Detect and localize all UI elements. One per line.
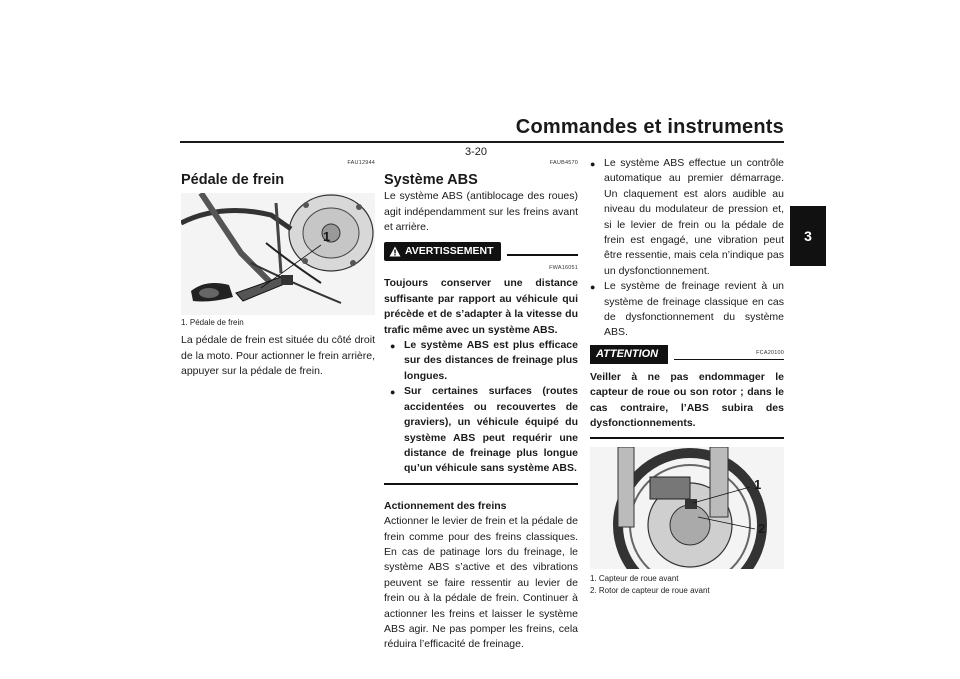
subheading-brake-operation: Actionnement des freins bbox=[384, 499, 507, 512]
brake-pedal-figure bbox=[181, 193, 375, 315]
warning-triangle-icon bbox=[389, 246, 401, 257]
abs-bullet-text: Le système ABS effectue un contrôle automatique au premier démarrage. Un claquement est alors audible au niveau du modulateur de pression et, si le levier de frein ou la pédale de frein est engagé, une vibration peut être ressentie, mais cela n’indique pas un dysfonctionnement. bbox=[604, 157, 784, 277]
warning-bullet-text: Le système ABS est plus efficace sur des distances de freinage plus longues. bbox=[404, 339, 578, 382]
bullet-icon: ● bbox=[390, 341, 396, 352]
bullet-icon: ● bbox=[390, 387, 396, 398]
bullet-icon: ● bbox=[590, 282, 596, 293]
warning-header-rule bbox=[507, 254, 578, 256]
abs-bullet bbox=[590, 279, 784, 341]
figure-callout-2: 2 bbox=[758, 521, 766, 537]
attention-label: ATTENTION bbox=[590, 345, 668, 364]
figure-callout-1: 1 bbox=[323, 229, 331, 245]
warning-header bbox=[384, 242, 578, 261]
bullet-icon: ● bbox=[590, 159, 596, 169]
page-number: 3-20 bbox=[465, 146, 488, 158]
warning-end-rule bbox=[384, 483, 578, 485]
column-brake-pedal bbox=[181, 156, 375, 380]
attention-code: FCA20100 bbox=[756, 350, 784, 357]
warning-label: AVERTISSEMENT bbox=[405, 244, 494, 257]
header-rule bbox=[180, 141, 784, 143]
wheel-sensor-illustration bbox=[590, 447, 784, 569]
abs-bullet-text: Le système de freinage revient à un système de freinage classique en cas de dysfonctionnement du système ABS. bbox=[604, 280, 784, 339]
section-heading-brake-pedal: Pédale de frein bbox=[181, 172, 285, 189]
section-code: FAUB4570 bbox=[549, 160, 578, 166]
abs-bullet bbox=[590, 156, 784, 279]
figure-caption: 2. Rotor de capteur de roue avant bbox=[590, 586, 710, 596]
warning-text: Toujours conserver une distance suffisante par rapport au véhicule qui précède et de s’adapter à la vitesse du trafic même avec un système ABS. bbox=[384, 277, 578, 336]
warning-bullet-text: Sur certaines surfaces (routes accidentées ou recouvertes de graviers), un véhicule équipé du système ABS peut requérir une distance de freinage plus longue qu’un véhicule sans système ABS. bbox=[404, 385, 578, 475]
attention-text: Veiller à ne pas endommager le capteur de roue ou son rotor ; dans le cas contraire, l’ABS subira des dysfonctionnements. bbox=[590, 370, 784, 429]
warning-code: FWA16051 bbox=[549, 265, 578, 272]
warning-bullet bbox=[390, 338, 578, 384]
figure-callout-1: 1 bbox=[754, 477, 762, 493]
brake-pedal-description: La pédale de frein est située du côté droit de la moto. Pour actionner le frein arrière, appuyer sur la pédale de frein. bbox=[181, 334, 375, 378]
abs-intro: Le système ABS (antiblocage des roues) agit indépendamment sur les freins avant et arrière. bbox=[384, 190, 578, 234]
attention-end-rule bbox=[590, 437, 784, 439]
column-abs-continued bbox=[590, 156, 784, 597]
brake-pedal-illustration bbox=[181, 193, 375, 315]
figure-caption: 1. Pédale de frein bbox=[181, 318, 244, 328]
column-abs-system bbox=[384, 156, 578, 653]
section-code: FAU12944 bbox=[347, 160, 375, 166]
wheel-sensor-figure bbox=[590, 447, 784, 569]
warning-label-box bbox=[384, 242, 501, 261]
brake-operation-text: Actionner le levier de frein et la pédale de frein comme pour des freins classiques. En cas de patinage lors du freinage, le système ABS s’active et des vibrations peuvent se faire ressentir au levier de frein ou à la pédale de frein. Continuer à actionner les freins et laisser le système ABS agir. Ne pas pomper les freins, cela réduira l’efficacité de freinage. bbox=[384, 515, 578, 651]
chapter-tab[interactable]: 3 bbox=[790, 206, 826, 266]
section-heading-abs: Système ABS bbox=[384, 172, 478, 189]
page-title: Commandes et instruments bbox=[515, 116, 784, 138]
figure-caption: 1. Capteur de roue avant bbox=[590, 574, 679, 584]
warning-bullet bbox=[390, 384, 578, 476]
